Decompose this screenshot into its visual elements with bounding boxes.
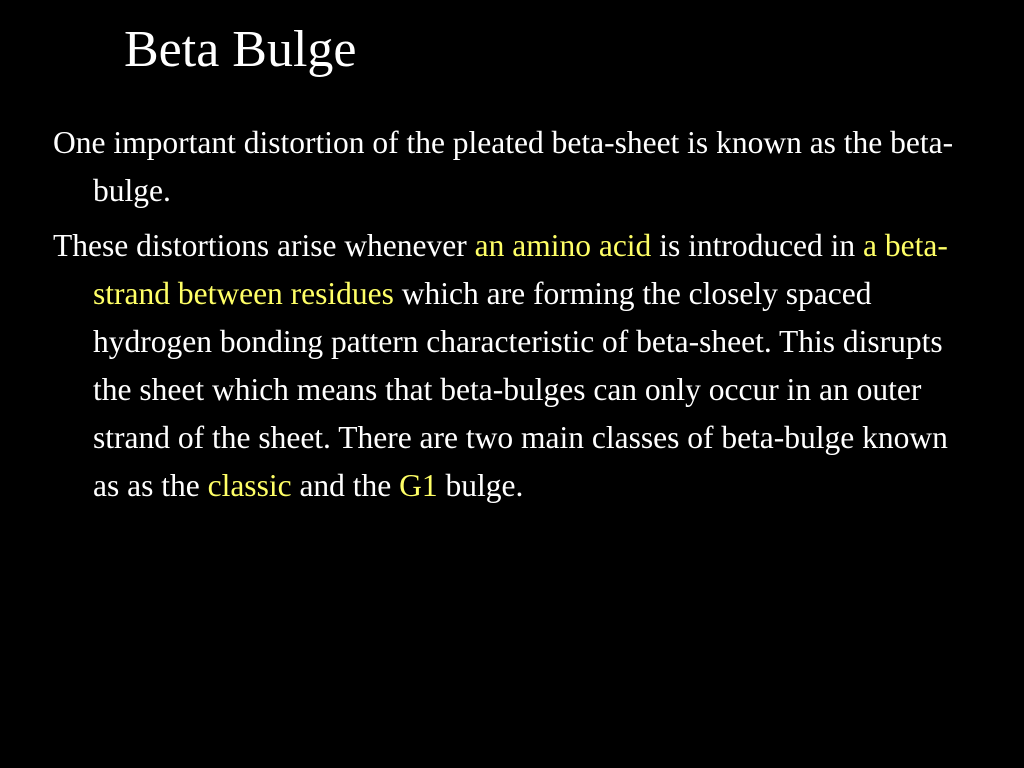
highlight-classic: classic xyxy=(207,468,292,503)
highlight-amino-acid: an amino acid xyxy=(474,228,652,263)
text-segment: which are forming the closely spaced hydrogen bonding pattern characteristic of beta-sheet. This disrupts the sheet which means that beta-bulges can only occur in an outer strand of the sheet. There are two main classes of beta-bulge known as as the xyxy=(93,276,948,503)
text-segment: is introduced in xyxy=(651,228,864,263)
highlight-beta-strand: a beta-strand between residues xyxy=(93,228,948,311)
highlight-g1: G1 xyxy=(399,468,438,503)
text-segment: These distortions arise whenever xyxy=(53,228,475,263)
text-segment: bulge. xyxy=(437,468,524,503)
text-segment: and the xyxy=(291,468,400,503)
text-segment: One important distortion of the pleated beta-sheet is known as the beta-bulge. xyxy=(53,125,954,208)
paragraph-2 xyxy=(53,222,958,510)
slide-title: Beta Bulge xyxy=(124,21,357,78)
slide-body xyxy=(53,119,958,517)
paragraph-1 xyxy=(53,119,958,215)
